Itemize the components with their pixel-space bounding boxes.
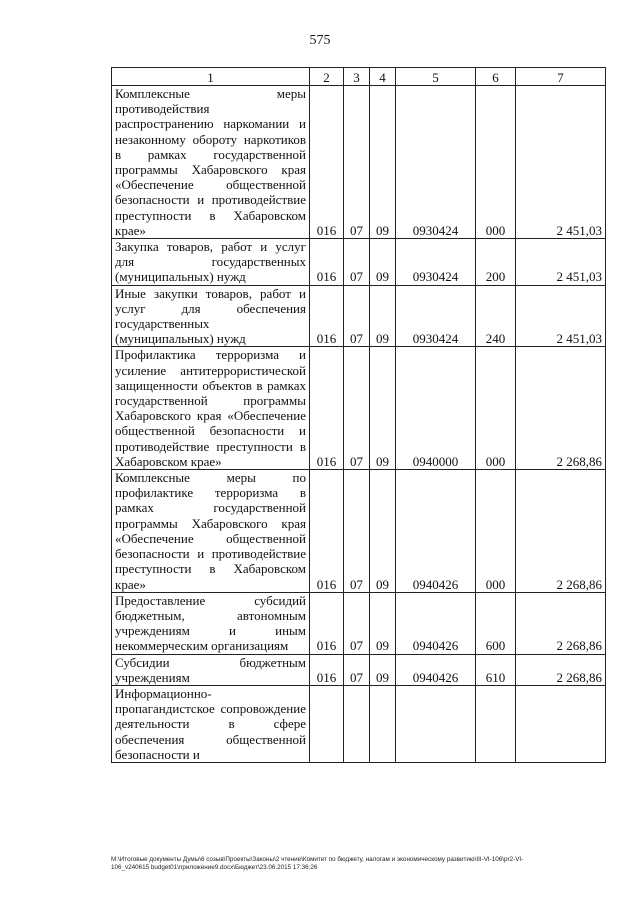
footer-line-1: M:\Итоговые документы Думы\6 созыв\Проекты\Законы\2 чтение\Комитет по бюджету, налогам и экономическому развитию\III-VI-106\pr2-VI- bbox=[111, 856, 524, 863]
cell-amount: 2 451,03 bbox=[516, 239, 606, 286]
table-row bbox=[112, 285, 606, 347]
cell-amount: 2 268,86 bbox=[516, 592, 606, 654]
row-name: Закупка товаров, работ и услуг для государственных (муниципальных) нужд bbox=[112, 239, 310, 286]
row-name: Предоставление субсидий бюджетным, автономным учреждениям и иным некоммерческим организациям bbox=[112, 592, 310, 654]
cell-c2: 016 bbox=[310, 592, 344, 654]
cell-c5: 0940426 bbox=[396, 654, 476, 685]
cell-c4: 09 bbox=[370, 592, 396, 654]
cell-c4: 09 bbox=[370, 470, 396, 593]
cell-c6: 000 bbox=[476, 347, 516, 470]
cell-c4: 09 bbox=[370, 239, 396, 286]
cell-c5: 0930424 bbox=[396, 285, 476, 347]
cell-c4 bbox=[370, 685, 396, 762]
budget-table bbox=[111, 67, 606, 763]
column-header: 7 bbox=[516, 68, 606, 86]
cell-c3: 07 bbox=[344, 654, 370, 685]
cell-c6: 000 bbox=[476, 86, 516, 239]
cell-c5 bbox=[396, 685, 476, 762]
cell-c2: 016 bbox=[310, 86, 344, 239]
table-row bbox=[112, 86, 606, 239]
cell-c4: 09 bbox=[370, 285, 396, 347]
cell-c5: 0930424 bbox=[396, 86, 476, 239]
cell-c6: 610 bbox=[476, 654, 516, 685]
row-name: Иные закупки товаров, работ и услуг для обеспечения государственных (муниципальных) нужд bbox=[112, 285, 310, 347]
column-header: 3 bbox=[344, 68, 370, 86]
row-name: Комплексные меры противодействия распространению наркомании и незаконному обороту наркотиков в рамках государственной программы Хабаровского края «Обеспечение общественной безопасности и противодействие преступности в Хабаровском крае» bbox=[112, 86, 310, 239]
footer-line-2: 106_v240615 budget01\приложение9.docx\Бюджет\23.06.2015 17:36:26 bbox=[111, 864, 318, 871]
cell-c6: 200 bbox=[476, 239, 516, 286]
cell-amount: 2 451,03 bbox=[516, 285, 606, 347]
cell-c5: 0930424 bbox=[396, 239, 476, 286]
column-header: 6 bbox=[476, 68, 516, 86]
table-row bbox=[112, 592, 606, 654]
cell-c3 bbox=[344, 685, 370, 762]
cell-c2: 016 bbox=[310, 470, 344, 593]
cell-c3: 07 bbox=[344, 239, 370, 286]
table-row bbox=[112, 685, 606, 762]
table-row bbox=[112, 347, 606, 470]
table-header-row bbox=[112, 68, 606, 86]
cell-c5: 0940426 bbox=[396, 592, 476, 654]
row-name: Комплексные меры по профилактике терроризма в рамках государственной программы Хабаровского края «Обеспечение общественной безопасности и противодействие преступности в Хабаровском крае» bbox=[112, 470, 310, 593]
row-name: Субсидии бюджетным учреждениям bbox=[112, 654, 310, 685]
cell-c6: 600 bbox=[476, 592, 516, 654]
cell-c3: 07 bbox=[344, 592, 370, 654]
cell-c6: 000 bbox=[476, 470, 516, 593]
column-header: 4 bbox=[370, 68, 396, 86]
cell-c3: 07 bbox=[344, 347, 370, 470]
page-number: 575 bbox=[309, 33, 331, 48]
cell-c6: 240 bbox=[476, 285, 516, 347]
cell-c2: 016 bbox=[310, 347, 344, 470]
row-name: Информационно-пропагандистское сопровождение деятельности в сфере обеспечения общественной безопасности и bbox=[112, 685, 310, 762]
cell-c2: 016 bbox=[310, 239, 344, 286]
file-path-footer bbox=[111, 856, 606, 872]
cell-c4: 09 bbox=[370, 86, 396, 239]
column-header: 2 bbox=[310, 68, 344, 86]
cell-c3: 07 bbox=[344, 470, 370, 593]
row-name: Профилактика терроризма и усиление антитеррористической защищенности объектов в рамках государственной программы Хабаровского края «Обеспечение общественной безопасности и противодействие преступности в Хабаровском крае» bbox=[112, 347, 310, 470]
cell-amount: 2 268,86 bbox=[516, 347, 606, 470]
cell-c3: 07 bbox=[344, 86, 370, 239]
cell-c4: 09 bbox=[370, 347, 396, 470]
column-header: 1 bbox=[112, 68, 310, 86]
column-header: 5 bbox=[396, 68, 476, 86]
cell-c6 bbox=[476, 685, 516, 762]
cell-c5: 0940000 bbox=[396, 347, 476, 470]
cell-c3: 07 bbox=[344, 285, 370, 347]
table-row bbox=[112, 470, 606, 593]
cell-c5: 0940426 bbox=[396, 470, 476, 593]
cell-c2: 016 bbox=[310, 654, 344, 685]
cell-c4: 09 bbox=[370, 654, 396, 685]
cell-amount: 2 268,86 bbox=[516, 470, 606, 593]
table-row bbox=[112, 239, 606, 286]
cell-amount: 2 268,86 bbox=[516, 654, 606, 685]
cell-amount: 2 451,03 bbox=[516, 86, 606, 239]
table-row bbox=[112, 654, 606, 685]
cell-amount bbox=[516, 685, 606, 762]
cell-c2: 016 bbox=[310, 285, 344, 347]
cell-c2 bbox=[310, 685, 344, 762]
